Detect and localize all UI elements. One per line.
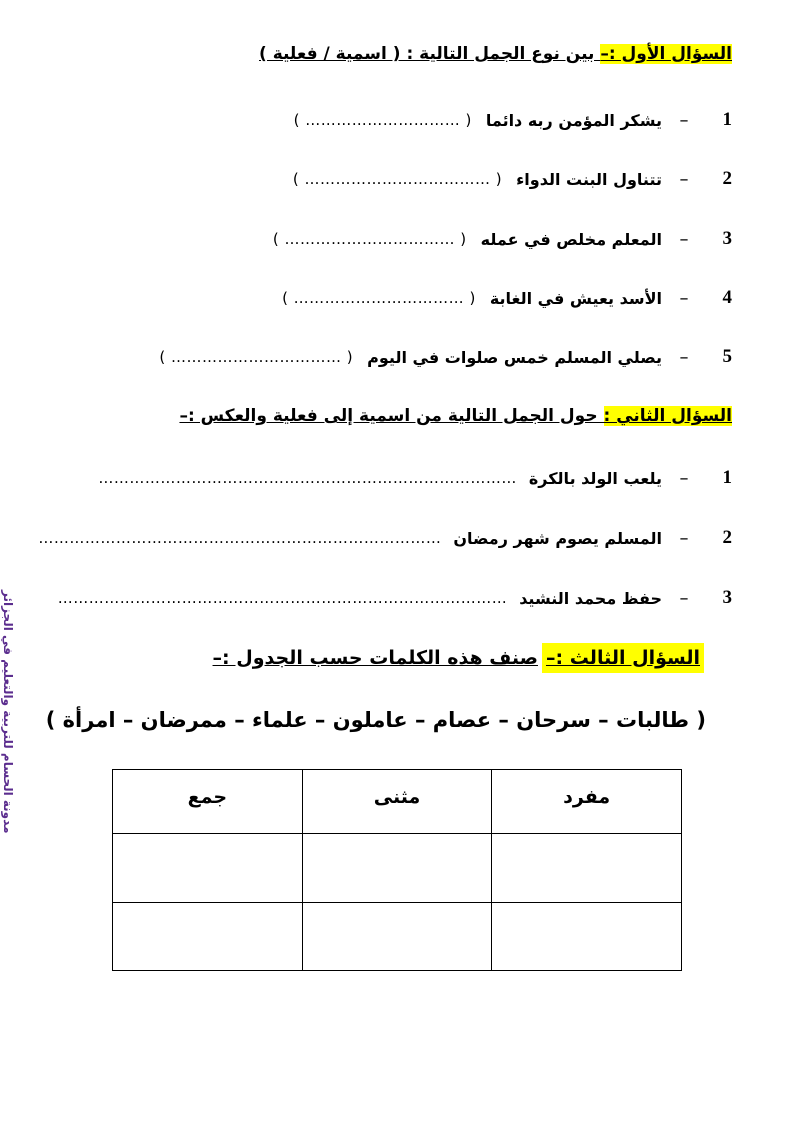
item-dash: – [679, 467, 689, 489]
answer-blank[interactable]: ( ……………………………… ) [292, 170, 503, 188]
item-dash: – [679, 587, 689, 609]
table-cell[interactable] [492, 834, 682, 903]
table-cell[interactable] [492, 902, 682, 971]
table-cell[interactable] [302, 902, 492, 971]
answer-line[interactable]: …………………………………………………………………… [38, 529, 442, 547]
header-mufrad: مفرد [492, 770, 682, 834]
answer-blank[interactable]: ( …………………………… ) [282, 289, 476, 307]
q1-item-1 [294, 106, 732, 134]
item-number: 5 [722, 346, 732, 367]
table-cell[interactable] [302, 834, 492, 903]
answer-line[interactable]: …………………………………………………………………………… [57, 589, 508, 607]
q3-word-list: ( طالبات – سرحان – عصام – عاملون – علماء – ممرضان – امرأة ) [45, 708, 706, 732]
answer-line[interactable]: ……………………………………………………………………… [98, 469, 517, 487]
answer-blank[interactable]: ( …………………………… ) [159, 348, 354, 366]
item-dash: – [679, 287, 689, 309]
item-sentence: حفظ محمد النشيد [519, 588, 662, 608]
item-number: 3 [722, 587, 732, 608]
item-number: 1 [722, 109, 732, 130]
q1-item-2 [293, 165, 732, 193]
answer-blank[interactable]: ( ………………………… ) [293, 111, 472, 129]
q2-item-3 [58, 584, 732, 612]
q1-item-3 [273, 225, 732, 253]
item-number: 2 [722, 527, 732, 548]
header-muthanna: مثنى [302, 770, 492, 834]
q2-item-1 [98, 464, 732, 492]
item-sentence: المسلم يصوم شهر رمضان [453, 528, 662, 548]
item-number: 1 [722, 467, 732, 488]
q2-item-2 [38, 524, 732, 552]
q1-label: السؤال الأول :– [600, 44, 732, 64]
blog-watermark [1, 590, 23, 850]
item-sentence: تتناول البنت الدواء [516, 169, 662, 189]
item-sentence: الأسد يعيش في الغابة [489, 288, 662, 308]
item-dash: – [679, 346, 689, 368]
q1-text: بين نوع الجمل التالية : ( اسمية / فعلية ) [259, 44, 601, 64]
q3-label: السؤال الثالث :– [542, 643, 704, 673]
item-sentence: يلعب الولد بالكرة [528, 468, 662, 488]
blog-watermark-text: مدونة الحسام للتربية والتعليم في الجزائر [1, 590, 15, 834]
table-cell[interactable] [113, 902, 303, 971]
item-number: 4 [722, 287, 732, 308]
item-sentence: يشكر المؤمن ربه دائما [485, 110, 662, 130]
table-cell[interactable] [113, 834, 303, 903]
item-sentence: المعلم مخلص في عمله [480, 229, 662, 249]
item-dash: – [679, 527, 689, 549]
q2-heading [179, 406, 732, 426]
q1-item-5 [159, 343, 732, 371]
item-number: 2 [722, 168, 732, 189]
item-dash: – [679, 168, 689, 190]
table-row [113, 902, 682, 971]
classification-table [112, 769, 682, 971]
item-number: 3 [722, 228, 732, 249]
q3-heading [207, 636, 710, 680]
answer-blank[interactable]: ( …………………………… ) [272, 230, 467, 248]
item-sentence: يصلي المسلم خمس صلوات في اليوم [367, 347, 662, 367]
q2-text: حول الجمل التالية من اسمية إلى فعلية والعكس :– [179, 406, 604, 426]
q1-item-4 [282, 284, 732, 312]
item-dash: – [679, 109, 689, 131]
table-row [113, 834, 682, 903]
table-header-row [113, 770, 682, 834]
q1-heading [259, 44, 732, 64]
q2-label: السؤال الثاني : [603, 406, 732, 426]
q3-text: صنف هذه الكلمات حسب الجدول :– [212, 647, 538, 669]
header-jam: جمع [113, 770, 303, 834]
item-dash: – [679, 228, 689, 250]
